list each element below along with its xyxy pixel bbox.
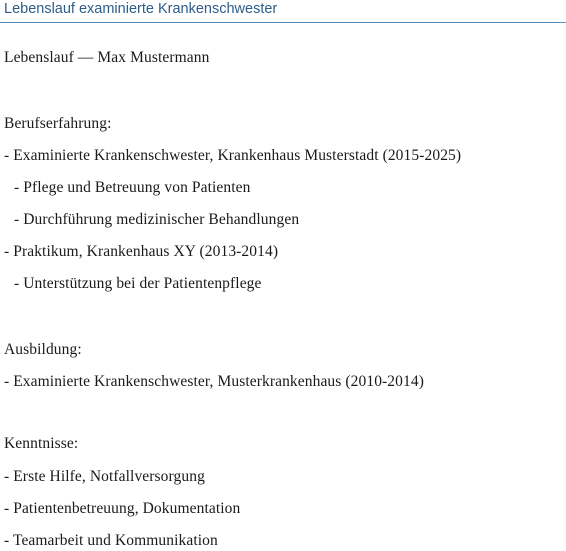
skills-item-1: - Erste Hilfe, Notfallversorgung	[4, 468, 205, 485]
experience-job-2: - Praktikum, Krankenhaus XY (2013-2014)	[4, 243, 279, 260]
education-item-1: - Examinierte Krankenschwester, Musterkrankenhaus (2010-2014)	[4, 373, 424, 390]
header-title: Lebenslauf examinierte Krankenschwester	[4, 1, 278, 17]
experience-section-title: Berufserfahrung:	[4, 115, 112, 132]
document-heading: Lebenslauf — Max Mustermann	[4, 49, 210, 66]
document-header	[0, 0, 566, 22]
header-divider	[0, 22, 566, 23]
skills-section-title: Kenntnisse:	[4, 435, 79, 452]
experience-job-1: - Examinierte Krankenschwester, Krankenhaus Musterstadt (2015-2025)	[4, 147, 462, 164]
skills-item-2: - Patientenbetreuung, Dokumentation	[4, 500, 241, 517]
skills-item-3: - Teamarbeit und Kommunikation	[4, 532, 218, 549]
experience-job-1-task-1: - Pflege und Betreuung von Patienten	[14, 179, 251, 196]
education-section-title: Ausbildung:	[4, 341, 82, 358]
experience-job-1-task-2: - Durchführung medizinischer Behandlungen	[14, 211, 300, 228]
experience-job-2-task-1: - Unterstützung bei der Patientenpflege	[14, 275, 262, 292]
